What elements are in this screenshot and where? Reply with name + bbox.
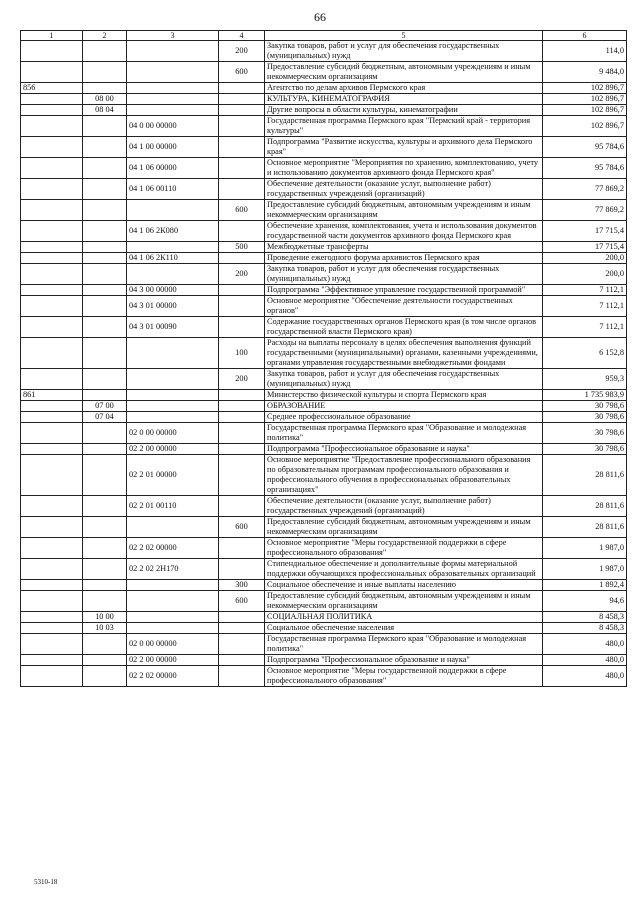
amount-cell: 28 811,6: [543, 496, 627, 517]
org-code-cell: [21, 62, 83, 83]
section-code-cell: [83, 559, 127, 580]
org-code-cell: [21, 137, 83, 158]
expense-type-cell: [219, 496, 265, 517]
target-article-cell: [127, 83, 219, 94]
amount-cell: 77 869,2: [543, 200, 627, 221]
item-name-cell: Основное мероприятие "Обеспечение деятельности государственных органов": [265, 296, 543, 317]
expense-type-cell: [219, 655, 265, 666]
section-code-cell: 07 04: [83, 412, 127, 423]
item-name-cell: ОБРАЗОВАНИЕ: [265, 401, 543, 412]
item-name-cell: Подпрограмма "Эффективное управление государственной программой": [265, 285, 543, 296]
column-header: 1: [21, 31, 83, 41]
target-article-cell: [127, 412, 219, 423]
expense-type-cell: 300: [219, 580, 265, 591]
item-name-cell: СОЦИАЛЬНАЯ ПОЛИТИКА: [265, 612, 543, 623]
table-row: [21, 538, 627, 559]
target-article-cell: 04 1 06 2К110: [127, 253, 219, 264]
org-code-cell: [21, 623, 83, 634]
amount-cell: 1 892,4: [543, 580, 627, 591]
amount-cell: 17 715,4: [543, 221, 627, 242]
amount-cell: 28 811,6: [543, 455, 627, 496]
target-article-cell: 04 3 00 00000: [127, 285, 219, 296]
item-name-cell: Основное мероприятие "Меры государственной поддержки в сфере профессионального образования": [265, 538, 543, 559]
item-name-cell: Подпрограмма "Профессиональное образование и наука": [265, 444, 543, 455]
target-article-cell: 04 0 00 00000: [127, 116, 219, 137]
amount-cell: 95 784,6: [543, 158, 627, 179]
target-article-cell: 04 1 06 2К080: [127, 221, 219, 242]
amount-cell: 7 112,1: [543, 285, 627, 296]
org-code-cell: [21, 94, 83, 105]
section-code-cell: [83, 390, 127, 401]
expense-type-cell: [219, 612, 265, 623]
org-code-cell: [21, 179, 83, 200]
org-code-cell: [21, 580, 83, 591]
section-code-cell: 07 00: [83, 401, 127, 412]
section-code-cell: [83, 423, 127, 444]
table-row: [21, 401, 627, 412]
amount-cell: 77 869,2: [543, 179, 627, 200]
target-article-cell: 02 2 01 00110: [127, 496, 219, 517]
org-code-cell: [21, 41, 83, 62]
target-article-cell: 04 1 06 00000: [127, 158, 219, 179]
expense-type-cell: [219, 253, 265, 264]
item-name-cell: Министерство физической культуры и спорта Пермского края: [265, 390, 543, 401]
document-code: 5310-18: [34, 878, 58, 886]
expense-type-cell: 600: [219, 517, 265, 538]
section-code-cell: [83, 264, 127, 285]
item-name-cell: Закупка товаров, работ и услуг для обеспечения государственных (муниципальных) нужд: [265, 264, 543, 285]
expense-type-cell: [219, 317, 265, 338]
expense-type-cell: 200: [219, 264, 265, 285]
table-row: [21, 200, 627, 221]
amount-cell: 114,0: [543, 41, 627, 62]
item-name-cell: Агентство по делам архивов Пермского края: [265, 83, 543, 94]
target-article-cell: [127, 105, 219, 116]
table-row: [21, 591, 627, 612]
section-code-cell: [83, 444, 127, 455]
org-code-cell: [21, 634, 83, 655]
org-code-cell: 861: [21, 390, 83, 401]
expense-type-cell: [219, 634, 265, 655]
target-article-cell: 02 2 01 00000: [127, 455, 219, 496]
amount-cell: 6 152,8: [543, 338, 627, 369]
target-article-cell: 02 2 00 00000: [127, 655, 219, 666]
section-code-cell: [83, 137, 127, 158]
table-row: [21, 369, 627, 390]
expense-type-cell: 500: [219, 242, 265, 253]
table-row: [21, 623, 627, 634]
amount-cell: 9 484,0: [543, 62, 627, 83]
budget-table: [20, 30, 627, 687]
amount-cell: 102 896,7: [543, 116, 627, 137]
expense-type-cell: 200: [219, 369, 265, 390]
expense-type-cell: [219, 296, 265, 317]
item-name-cell: Предоставление субсидий бюджетным, автономным учреждениям и иным некоммерческим организациям: [265, 62, 543, 83]
org-code-cell: [21, 317, 83, 338]
amount-cell: 102 896,7: [543, 83, 627, 94]
amount-cell: 28 811,6: [543, 517, 627, 538]
table-row: [21, 83, 627, 94]
org-code-cell: [21, 200, 83, 221]
org-code-cell: [21, 369, 83, 390]
table-row: [21, 634, 627, 655]
section-code-cell: [83, 116, 127, 137]
expense-type-cell: [219, 423, 265, 444]
table-row: [21, 517, 627, 538]
item-name-cell: Среднее профессиональное образование: [265, 412, 543, 423]
expense-type-cell: [219, 538, 265, 559]
expense-type-cell: 200: [219, 41, 265, 62]
expense-type-cell: [219, 137, 265, 158]
table-row: [21, 496, 627, 517]
amount-cell: 8 458,3: [543, 612, 627, 623]
section-code-cell: 08 04: [83, 105, 127, 116]
target-article-cell: 02 2 02 00000: [127, 666, 219, 687]
section-code-cell: [83, 655, 127, 666]
amount-cell: 30 798,6: [543, 423, 627, 444]
target-article-cell: [127, 200, 219, 221]
expense-type-cell: [219, 559, 265, 580]
org-code-cell: [21, 401, 83, 412]
section-code-cell: [83, 666, 127, 687]
item-name-cell: Содержание государственных органов Пермского края (в том числе органов государственной власти Пермского края): [265, 317, 543, 338]
table-row: [21, 253, 627, 264]
amount-cell: 8 458,3: [543, 623, 627, 634]
column-number-row: [21, 31, 627, 41]
item-name-cell: Государственная программа Пермского края "Образование и молодежная политика": [265, 634, 543, 655]
section-code-cell: [83, 338, 127, 369]
expense-type-cell: [219, 94, 265, 105]
section-code-cell: [83, 179, 127, 200]
expense-type-cell: [219, 105, 265, 116]
org-code-cell: [21, 423, 83, 444]
org-code-cell: [21, 455, 83, 496]
section-code-cell: [83, 200, 127, 221]
item-name-cell: Межбюджетные трансферты: [265, 242, 543, 253]
target-article-cell: 04 3 01 00090: [127, 317, 219, 338]
expense-type-cell: 100: [219, 338, 265, 369]
section-code-cell: [83, 242, 127, 253]
target-article-cell: 02 2 02 2Н170: [127, 559, 219, 580]
expense-type-cell: [219, 221, 265, 242]
item-name-cell: Социальное обеспечение населения: [265, 623, 543, 634]
table-row: [21, 221, 627, 242]
expense-type-cell: [219, 623, 265, 634]
org-code-cell: [21, 116, 83, 137]
item-name-cell: КУЛЬТУРА, КИНЕМАТОГРАФИЯ: [265, 94, 543, 105]
section-code-cell: [83, 253, 127, 264]
table-row: [21, 612, 627, 623]
target-article-cell: [127, 41, 219, 62]
expense-type-cell: 600: [219, 62, 265, 83]
org-code-cell: [21, 158, 83, 179]
target-article-cell: [127, 369, 219, 390]
table-row: [21, 41, 627, 62]
amount-cell: 480,0: [543, 666, 627, 687]
target-article-cell: [127, 623, 219, 634]
table-row: [21, 317, 627, 338]
item-name-cell: Обеспечение хранения, комплектования, учета и использования документов государственной части документов архивного фонда Пермского края: [265, 221, 543, 242]
column-header: 6: [543, 31, 627, 41]
section-code-cell: [83, 221, 127, 242]
item-name-cell: Основное мероприятие "Меры государственной поддержки в сфере профессионального образования": [265, 666, 543, 687]
expense-type-cell: [219, 444, 265, 455]
table-row: [21, 264, 627, 285]
table-row: [21, 296, 627, 317]
table-row: [21, 179, 627, 200]
item-name-cell: Обеспечение деятельности (оказание услуг, выполнение работ) государственных учреждений (организаций): [265, 496, 543, 517]
section-code-cell: [83, 455, 127, 496]
item-name-cell: Основное мероприятие "Предоставление профессионального образования по образовательным программам профессионального образования и профессионального обучения в профессиональных образовательных организациях": [265, 455, 543, 496]
target-article-cell: [127, 94, 219, 105]
amount-cell: 102 896,7: [543, 94, 627, 105]
expense-type-cell: [219, 83, 265, 94]
item-name-cell: Обеспечение деятельности (оказание услуг, выполнение работ) государственных учреждений (организаций): [265, 179, 543, 200]
target-article-cell: [127, 591, 219, 612]
column-header: 4: [219, 31, 265, 41]
org-code-cell: [21, 559, 83, 580]
target-article-cell: [127, 612, 219, 623]
target-article-cell: [127, 401, 219, 412]
target-article-cell: [127, 517, 219, 538]
item-name-cell: Предоставление субсидий бюджетным, автономным учреждениям и иным некоммерческим организациям: [265, 517, 543, 538]
expense-type-cell: [219, 116, 265, 137]
target-article-cell: [127, 390, 219, 401]
item-name-cell: Социальное обеспечение и иные выплаты населению: [265, 580, 543, 591]
item-name-cell: Государственная программа Пермского края "Пермский край - территория культуры": [265, 116, 543, 137]
table-row: [21, 105, 627, 116]
table-row: [21, 423, 627, 444]
org-code-cell: [21, 538, 83, 559]
amount-cell: 7 112,1: [543, 317, 627, 338]
section-code-cell: 10 00: [83, 612, 127, 623]
item-name-cell: Проведение ежегодного форума архивистов Пермского края: [265, 253, 543, 264]
column-header: 2: [83, 31, 127, 41]
expense-type-cell: [219, 401, 265, 412]
amount-cell: 30 798,6: [543, 412, 627, 423]
amount-cell: 1 735 983,9: [543, 390, 627, 401]
org-code-cell: [21, 253, 83, 264]
page-number: 66: [314, 10, 326, 24]
section-code-cell: [83, 538, 127, 559]
target-article-cell: 04 3 01 00000: [127, 296, 219, 317]
table-row: [21, 285, 627, 296]
item-name-cell: Закупка товаров, работ и услуг для обеспечения государственных (муниципальных) нужд: [265, 41, 543, 62]
section-code-cell: [83, 83, 127, 94]
target-article-cell: 02 0 00 00000: [127, 634, 219, 655]
org-code-cell: [21, 338, 83, 369]
target-article-cell: 02 0 00 00000: [127, 423, 219, 444]
amount-cell: 95 784,6: [543, 137, 627, 158]
expense-type-cell: [219, 179, 265, 200]
item-name-cell: Другие вопросы в области культуры, кинематографии: [265, 105, 543, 116]
section-code-cell: [83, 517, 127, 538]
amount-cell: 94,6: [543, 591, 627, 612]
item-name-cell: Подпрограмма "Развитие искусства, культуры и архивного дела Пермского края": [265, 137, 543, 158]
table-row: [21, 580, 627, 591]
section-code-cell: [83, 158, 127, 179]
expense-type-cell: [219, 390, 265, 401]
amount-cell: 1 987,0: [543, 538, 627, 559]
table-row: [21, 242, 627, 253]
org-code-cell: [21, 221, 83, 242]
section-code-cell: [83, 369, 127, 390]
section-code-cell: 08 00: [83, 94, 127, 105]
section-code-cell: [83, 580, 127, 591]
amount-cell: 200,0: [543, 253, 627, 264]
target-article-cell: 04 1 00 00000: [127, 137, 219, 158]
section-code-cell: [83, 591, 127, 612]
table-row: [21, 444, 627, 455]
amount-cell: 959,3: [543, 369, 627, 390]
expense-type-cell: [219, 412, 265, 423]
section-code-cell: [83, 634, 127, 655]
table-row: [21, 455, 627, 496]
amount-cell: 480,0: [543, 634, 627, 655]
section-code-cell: [83, 296, 127, 317]
target-article-cell: [127, 264, 219, 285]
section-code-cell: [83, 317, 127, 338]
org-code-cell: [21, 496, 83, 517]
amount-cell: 102 896,7: [543, 105, 627, 116]
section-code-cell: 10 03: [83, 623, 127, 634]
item-name-cell: Закупка товаров, работ и услуг для обеспечения государственных (муниципальных) нужд: [265, 369, 543, 390]
org-code-cell: [21, 666, 83, 687]
section-code-cell: [83, 285, 127, 296]
item-name-cell: Государственная программа Пермского края "Образование и молодежная политика": [265, 423, 543, 444]
org-code-cell: [21, 105, 83, 116]
org-code-cell: [21, 444, 83, 455]
org-code-cell: [21, 296, 83, 317]
table-row: [21, 116, 627, 137]
org-code-cell: [21, 591, 83, 612]
target-article-cell: 02 2 00 00000: [127, 444, 219, 455]
table-row: [21, 338, 627, 369]
expense-type-cell: [219, 455, 265, 496]
amount-cell: 30 798,6: [543, 401, 627, 412]
column-header: 3: [127, 31, 219, 41]
amount-cell: 200,0: [543, 264, 627, 285]
expense-type-cell: [219, 285, 265, 296]
item-name-cell: Предоставление субсидий бюджетным, автономным учреждениям и иным некоммерческим организациям: [265, 200, 543, 221]
table-row: [21, 666, 627, 687]
org-code-cell: [21, 412, 83, 423]
target-article-cell: 04 1 06 00110: [127, 179, 219, 200]
section-code-cell: [83, 496, 127, 517]
item-name-cell: Подпрограмма "Профессиональное образование и наука": [265, 655, 543, 666]
org-code-cell: [21, 655, 83, 666]
table-row: [21, 655, 627, 666]
table-row: [21, 94, 627, 105]
item-name-cell: Основное мероприятие "Мероприятия по хранению, комплектованию, учету и использованию документов архивного фонда Пермского края": [265, 158, 543, 179]
section-code-cell: [83, 62, 127, 83]
table-row: [21, 412, 627, 423]
amount-cell: 480,0: [543, 655, 627, 666]
target-article-cell: [127, 580, 219, 591]
column-header: 5: [265, 31, 543, 41]
org-code-cell: [21, 242, 83, 253]
table-row: [21, 62, 627, 83]
item-name-cell: Предоставление субсидий бюджетным, автономным учреждениям и иным некоммерческим организациям: [265, 591, 543, 612]
amount-cell: 1 987,0: [543, 559, 627, 580]
org-code-cell: [21, 285, 83, 296]
section-code-cell: [83, 41, 127, 62]
org-code-cell: 856: [21, 83, 83, 94]
expense-type-cell: [219, 158, 265, 179]
table-row: [21, 158, 627, 179]
item-name-cell: Расходы на выплаты персоналу в целях обеспечения выполнения функций государственными (муниципальными) органами, казенными учреждениями, органами управления государственными внебюджетными фондами: [265, 338, 543, 369]
org-code-cell: [21, 264, 83, 285]
amount-cell: 17 715,4: [543, 242, 627, 253]
target-article-cell: [127, 242, 219, 253]
target-article-cell: [127, 62, 219, 83]
table-row: [21, 390, 627, 401]
table-row: [21, 137, 627, 158]
item-name-cell: Стипендиальное обеспечение и дополнительные формы материальной поддержки обучающихся профессиональных образовательных организаций: [265, 559, 543, 580]
org-code-cell: [21, 517, 83, 538]
amount-cell: 30 798,6: [543, 444, 627, 455]
org-code-cell: [21, 612, 83, 623]
target-article-cell: 02 2 02 00000: [127, 538, 219, 559]
expense-type-cell: [219, 666, 265, 687]
target-article-cell: [127, 338, 219, 369]
expense-type-cell: 600: [219, 591, 265, 612]
table-row: [21, 559, 627, 580]
amount-cell: 7 112,1: [543, 296, 627, 317]
expense-type-cell: 600: [219, 200, 265, 221]
